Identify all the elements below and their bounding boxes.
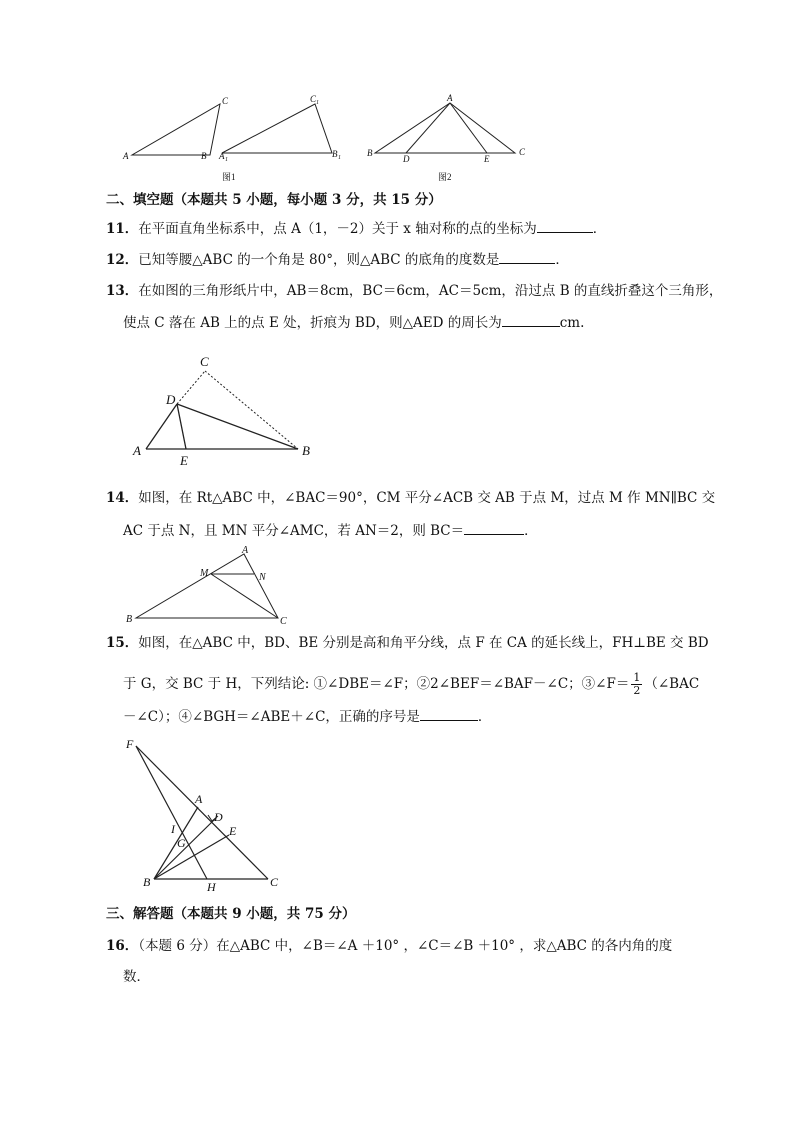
q13-segment-de bbox=[177, 404, 186, 449]
fig2-label-a: A bbox=[447, 93, 453, 103]
q14-number: 14． bbox=[106, 490, 139, 506]
fig1-label-a1: A bbox=[219, 151, 225, 161]
q14-text-line2: AC 于点 N，且 MN 平分∠AMC，若 AN＝2，则 BC＝ bbox=[123, 523, 465, 539]
question-16-line2: 数． bbox=[123, 969, 150, 985]
fig1-triangle-a1b1c1 bbox=[222, 104, 332, 153]
q15-text-line2: 于 G，交 BC 于 H，下列结论: ①∠DBE＝∠F；②2∠BEF＝∠BAF－∠C；③∠F＝ bbox=[123, 676, 630, 692]
q14-answer-blank[interactable] bbox=[464, 521, 524, 535]
q14-label-b: B bbox=[126, 614, 133, 625]
q15-text-line3: －∠C）；④∠BGH＝∠ABE＋∠C，正确的序号是 bbox=[123, 709, 420, 725]
q14-label-n: N bbox=[259, 572, 266, 583]
section2-title: 二、填空题（本题共 5 小题，每小题 3 分，共 15 分） bbox=[106, 192, 442, 208]
q13-segment-dc bbox=[177, 371, 205, 404]
q13-segment-cb bbox=[205, 371, 298, 449]
q14-figure bbox=[122, 544, 297, 626]
q11-number: 11． bbox=[106, 221, 139, 237]
q11-end: ． bbox=[592, 221, 607, 237]
fig1-label-b: B bbox=[201, 151, 207, 161]
q13-number: 13． bbox=[106, 283, 139, 299]
q12-number: 12． bbox=[106, 252, 139, 268]
fig1-label-b1: B bbox=[332, 149, 338, 159]
question-12 bbox=[106, 250, 569, 269]
q13-label-b: B bbox=[302, 443, 310, 458]
q15-segment-fh bbox=[136, 746, 207, 879]
question-14-line2 bbox=[123, 521, 538, 540]
q13-label-a: A bbox=[133, 443, 141, 458]
q14-label-a: A bbox=[242, 545, 249, 556]
fig2-label-c: C bbox=[519, 147, 526, 157]
q13-label-e: E bbox=[180, 453, 188, 467]
q13-segment-ad bbox=[146, 404, 177, 449]
fig1-label-a1-sub: 1 bbox=[225, 157, 228, 163]
q11-text: 在平面直角坐标系中，点 A（1，－2）关于 x 轴对称的点的坐标为 bbox=[138, 221, 537, 237]
q15-label-c: C bbox=[270, 875, 279, 889]
fig2-label-d: D bbox=[403, 154, 410, 164]
q15-label-d: D bbox=[214, 810, 223, 824]
q15-label-e: E bbox=[229, 824, 237, 838]
question-15-line2 bbox=[123, 672, 699, 697]
top-figures bbox=[110, 90, 540, 185]
q14-end: ． bbox=[524, 523, 538, 539]
fig2-label-b: B bbox=[367, 148, 373, 158]
q16-text-line1: （本题 6 分）在△ABC 中，∠B＝∠A ＋10° ，∠C＝∠B ＋10° ，求△ABC 的各内角的度 bbox=[138, 938, 673, 954]
q16-number: 16． bbox=[106, 938, 139, 954]
q15-label-g: G bbox=[177, 836, 186, 850]
fig1-triangle-abc bbox=[132, 104, 220, 155]
q13-label-d: D bbox=[166, 392, 176, 407]
fig2-segment-ae bbox=[450, 103, 487, 153]
q15-number: 15． bbox=[106, 635, 139, 651]
q12-text: 已知等腰△ABC 的一个角是 80°，则△ABC 的底角的度数是 bbox=[138, 252, 500, 268]
q13-label-c: C bbox=[200, 354, 209, 369]
q14-text-line1: 如图，在 Rt△ABC 中，∠BAC＝90°，CM 平分∠ACB 交 AB 于点 M，过点 M 作 MN∥BC 交 bbox=[138, 490, 716, 506]
q13-unit: cm. bbox=[559, 315, 585, 331]
question-16-line1 bbox=[106, 937, 672, 955]
q14-triangle-abc bbox=[136, 554, 278, 618]
q15-fraction-one-half bbox=[631, 672, 642, 697]
q13-segment-db bbox=[177, 404, 298, 449]
section3-title: 三、解答题（本题共 9 小题，共 75 分） bbox=[106, 906, 356, 922]
q15-label-a: A bbox=[195, 792, 203, 806]
fig1-label-c1: C bbox=[310, 94, 317, 104]
q12-end: ． bbox=[555, 252, 569, 268]
fig1-caption: 图1 bbox=[222, 172, 236, 182]
q14-label-m: M bbox=[200, 568, 209, 579]
q15-frac-denominator: 2 bbox=[633, 684, 641, 697]
question-13-line1 bbox=[106, 282, 722, 300]
q15-answer-blank[interactable] bbox=[420, 707, 478, 721]
q13-text-line1: 在如图的三角形纸片中，AB＝8cm，BC＝6cm，AC＝5cm，沿过点 B 的直线折叠这个三角形， bbox=[138, 283, 723, 299]
q11-answer-blank[interactable] bbox=[537, 219, 593, 233]
q14-segment-mc bbox=[211, 574, 278, 618]
question-13-line2 bbox=[123, 313, 584, 332]
q15-frac-numerator: 1 bbox=[633, 671, 641, 684]
q15-end: ． bbox=[477, 709, 492, 725]
q15-segment-fc bbox=[136, 746, 268, 879]
q15-label-h: H bbox=[207, 880, 216, 892]
q15-label-b: B bbox=[143, 875, 151, 889]
question-15-line1 bbox=[106, 634, 709, 652]
question-11 bbox=[106, 219, 606, 238]
fig2-triangle-abc bbox=[375, 103, 515, 153]
q15-text-line1: 如图，在△ABC 中，BD、BE 分别是高和角平分线，点 F 在 CA 的延长线上，FH⊥BE 交 BD bbox=[138, 635, 709, 651]
q13-answer-blank[interactable] bbox=[502, 313, 560, 327]
fig2-label-e: E bbox=[484, 154, 490, 164]
fig1-label-a: A bbox=[123, 151, 129, 161]
q15-figure bbox=[118, 732, 288, 892]
q14-label-c: C bbox=[280, 616, 287, 626]
q12-answer-blank[interactable] bbox=[499, 250, 555, 264]
question-15-line3 bbox=[123, 707, 491, 726]
fig1-label-b1-sub: 1 bbox=[338, 155, 341, 161]
fig1-label-c1-sub: 1 bbox=[316, 100, 319, 106]
fig2-caption: 图2 bbox=[438, 172, 452, 182]
question-14-line1 bbox=[106, 489, 715, 507]
q15-label-f: F bbox=[126, 737, 134, 751]
q15-text-line2b: （∠BAC bbox=[644, 676, 700, 692]
fig1-label-c: C bbox=[222, 96, 229, 106]
q13-text-line2: 使点 C 落在 AB 上的点 E 处，折痕为 BD，则△AED 的周长为 bbox=[123, 315, 502, 331]
q15-label-i: I bbox=[171, 822, 175, 836]
q13-figure bbox=[130, 352, 325, 467]
